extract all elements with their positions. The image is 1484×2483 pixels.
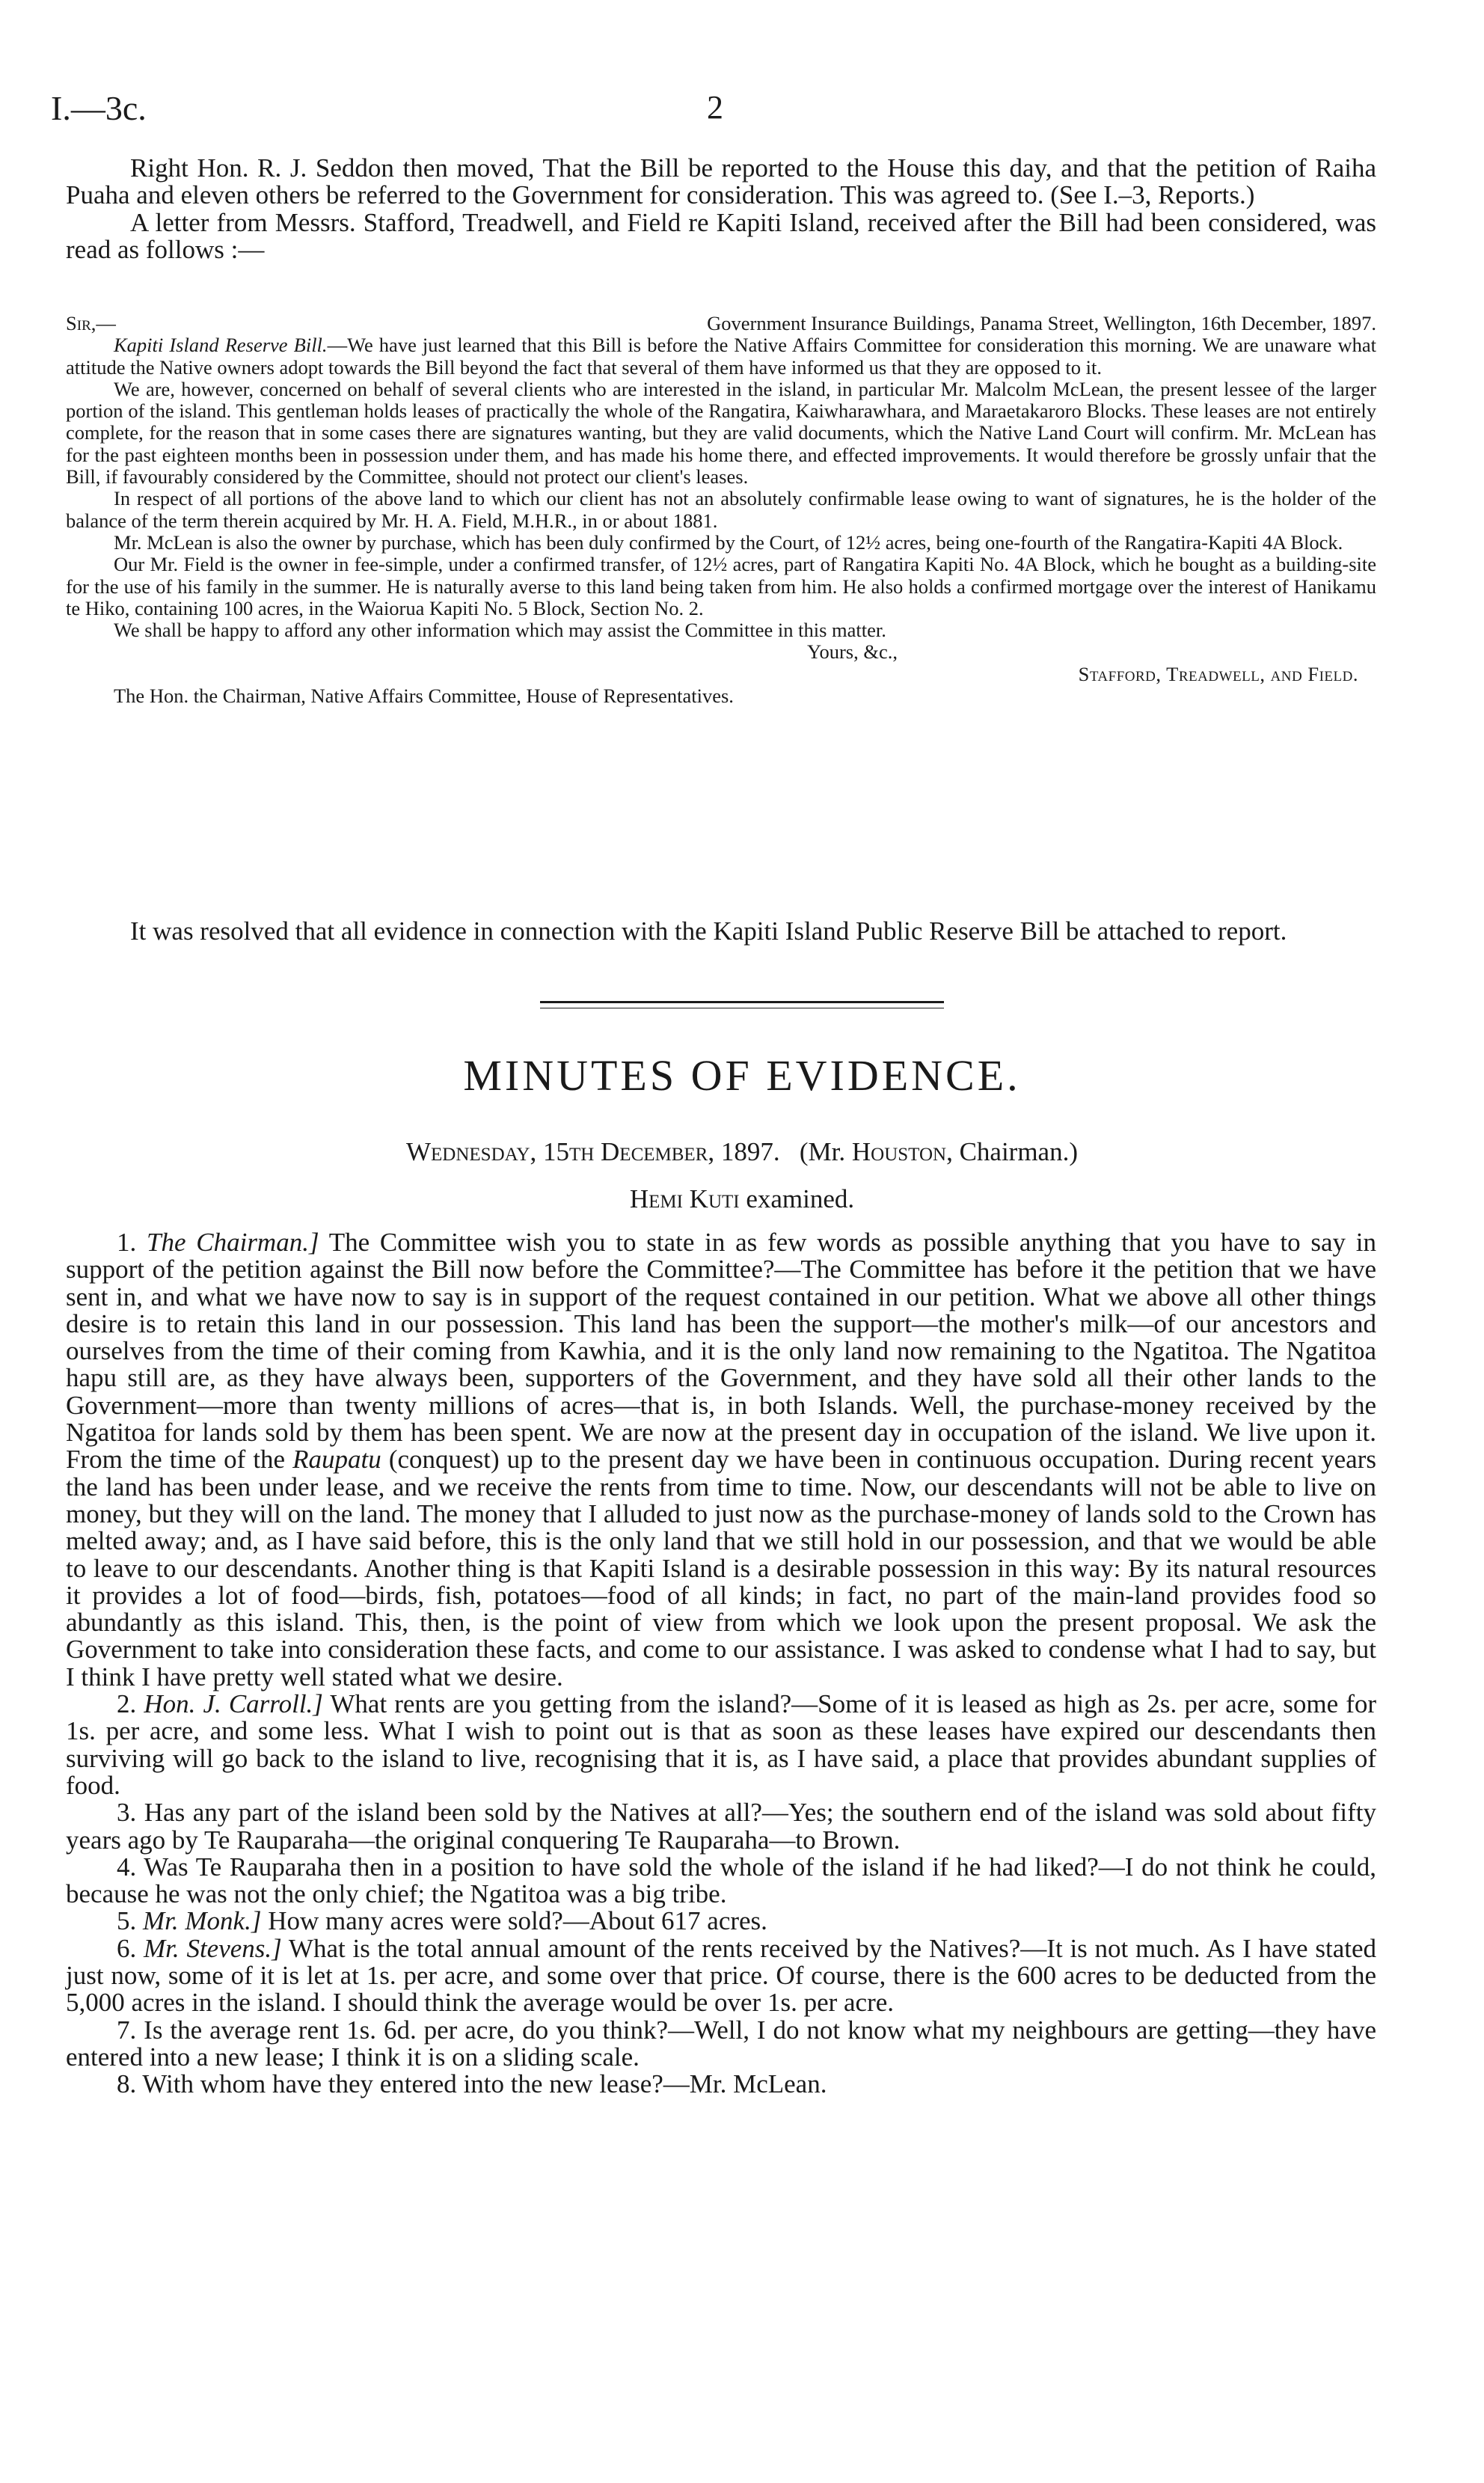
letter-subject: Kapiti Island Reserve Bill. [114, 334, 328, 357]
speaker: Mr. Stevens.] [144, 1933, 282, 1963]
entry-text: The Committee wish you to state in as few words as possible anything that you have to say in support of the petition against the Bill now before the Committee?—The Committee has before it the petition that we have sent in, and what we have now to say is in support of the request contained in our petition. What we above all other things desire is to retain this land in our possession. This land has been the support—the mother's milk—of our ancestors and ourselves from the time of their coming from Kawhia, and it is the only land now remaining to the Ngatitoa. The Ngatitoa hapu still are, as they have always been, supporters of the Government, and they have sold all their other lands to the Government—more than twenty millions of acres—that is, in both Islands. Well, the purchase-money received by the Ngatitoa for lands sold by them has been spent. We are now at the present day in occupation of the island. We live upon it. From the time of the [66, 1228, 1377, 1475]
question-number: 7. [117, 2015, 137, 2045]
section-divider [540, 1001, 944, 1003]
question-number: 4. [117, 1852, 137, 1882]
session-heading [0, 1137, 1484, 1167]
intro-paragraph: Right Hon. R. J. Seddon then moved, That the Bill be reported to the House this day, and that the petition of Raiha Puaha and eleven others be referred to the Government for consideration. This was agreed to. (See I.–3, Reports.) [66, 153, 1376, 210]
evidence-entry [66, 1854, 1376, 1908]
chair-name: Houston [851, 1137, 947, 1166]
resolution-paragraph: It was resolved that all evidence in connection with the Kapiti Island Public Reserve Bill be attached to report. [130, 916, 1287, 946]
witness-suffix: examined. [739, 1184, 855, 1213]
entry-text: Is the average rent 1s. 6d. per acre, do you think?—Well, I do not know what my neighbours are getting—they have entered into a new lease; I think it is on a sliding scale. [66, 2015, 1376, 2072]
speaker: The Chairman.] [147, 1228, 319, 1257]
letter-closing: Yours, &c., [807, 640, 898, 664]
letter-paragraph [66, 334, 1376, 379]
letter-paragraph: We shall be happy to afford any other information which may assist the Committee in this matter. [114, 619, 886, 642]
letter-heading [66, 313, 1376, 334]
chair-prefix: (Mr. [799, 1137, 852, 1166]
intro-section [66, 155, 1376, 264]
resolution-section [66, 918, 1376, 945]
question-number: 5. [117, 1906, 137, 1936]
letter-salutation: Sir,— [66, 312, 116, 334]
entry-text: Was Te Rauparaha then in a position to have sold the whole of the island if he had liked?—I do not think he could, because he was not the only chief; the Ngatitoa was a big tribe. [66, 1852, 1376, 1909]
letter-paragraph: In respect of all portions of the above land to which our client has not an absolutely confirmable lease owing to want of signatures, he is the holder of the balance of the term therein acquired by Mr. H. A. Field, M.H.R., in or about 1881. [66, 487, 1376, 532]
question-number: 6. [117, 1933, 137, 1963]
entry-text: With whom have they entered into the new lease?—Mr. McLean. [136, 2069, 827, 2099]
entry-text: Has any part of the island been sold by the Natives at all?—Yes; the southern end of the island was sold about fifty years ago by Te Rauparaha—the original conquering Te Rauparaha—to Brown. [66, 1798, 1376, 1855]
entry-text: (conquest) up to the present day we have been in continuous occupation. During recent years the land has been under lease, and we receive the rents from time to time. Now, our descendants will not be able to live on money, but they will on the land. The money that I alluded to just now as the purchase-money of lands sold to the Crown has melted away; and, as I have said before, this is the only land that we still hold in our possession, and that we would be able to leave to our descendants. Another thing is that Kapiti Island is a desirable possession in this way: By its natural resources it provides a lot of food—birds, fish, potatoes—food of all kinds; in fact, no part of the main-land provides food so abundantly as this island. This, then, is the point of view from which we look upon the present proposal. We ask the Government to take into consideration these facts, and come to our assistance. I was asked to condense what I had to say, but I think I have pretty well stated what we desire. [66, 1445, 1376, 1691]
maori-term: Raupatu [292, 1445, 381, 1475]
minutes-title: MINUTES OF EVIDENCE. [463, 1051, 1021, 1100]
question-number: 8. [117, 2069, 137, 2099]
letter-paragraph: Our Mr. Field is the owner in fee-simple, under a confirmed transfer, of 12½ acres, part of Rangatira Kapiti No. 4A Block, which he bought as a building-site for the use of his family in the summer. He is naturally averse to this land being taken from him. He also holds a confirmed mortgage over the interest of Hanikamu te Hiko, containing 100 acres, in the Waiorua Kapiti No. 5 Block, Section No. 2. [66, 553, 1376, 619]
letter-address: Government Insurance Buildings, Panama Street, Wellington, 16th December, 1897. [707, 312, 1376, 334]
evidence-entry [66, 2017, 1376, 2072]
session-date: Wednesday, 15th December, 1897. [405, 1137, 780, 1166]
entry-text: What rents are you getting from the island?—Some of it is leased as high as 2s. per acre, some for 1s. per acre, and some less. What I wish to point out is that as soon as these leases have expired our descendants then surviving will go back to the island to live, recognising that it is, as I have said, a place that provides abundant supplies of food. [66, 1689, 1376, 1800]
letter-signature: Stafford, Treadwell, and Field. [1078, 662, 1358, 685]
evidence-entry [66, 1799, 1376, 1854]
question-number: 3. [117, 1798, 137, 1828]
evidence-section [66, 1229, 1376, 2098]
evidence-entry [66, 1935, 1376, 2017]
question-number: 1. [117, 1228, 137, 1257]
evidence-entry [66, 1229, 1376, 1691]
chair-suffix: , Chairman.) [946, 1137, 1079, 1166]
letter [66, 313, 1376, 707]
letter-addressee: The Hon. the Chairman, Native Affairs Committee, House of Representatives. [114, 685, 734, 708]
page-number: 2 [707, 89, 723, 126]
evidence-entry [66, 1691, 1376, 1799]
intro-paragraph: A letter from Messrs. Stafford, Treadwell, and Field re Kapiti Island, received after the Bill had been considered, was read as follows :— [66, 207, 1376, 265]
speaker: Mr. Monk.] [143, 1906, 262, 1936]
speaker: Hon. J. Carroll.] [144, 1689, 323, 1719]
letter-paragraph-text: —We have just learned that this Bill is before the Native Affairs Committee for consideration this morning. We are unaware what attitude the Native owners adopt towards the Bill beyond the fact that several of them have informed us that they are opposed to it. [66, 334, 1377, 379]
question-number: 2. [117, 1689, 137, 1719]
letter-paragraph: We are, however, concerned on behalf of several clients who are interested in the island, in particular Mr. Malcolm McLean, the present lessee of the larger portion of the island. This gentleman holds leases of practically the whole of the Rangatira, Kaiwharawhara, and Maraetakaroro Blocks. These leases are not entirely complete, for the reason that in some cases there are signatures wanting, but they are valid documents, which the Native Land Court will confirm. Mr. McLean has for the past eighteen months been in possession under them, and has made his home there, and effected improvements. It would therefore be grossly unfair that the Bill, if favourably considered by the Committee, should not protect our client's leases. [66, 377, 1376, 489]
witness-name: Hemi Kuti [629, 1184, 740, 1213]
evidence-entry [66, 2071, 1376, 2098]
evidence-entry [66, 1908, 1376, 1935]
entry-text: What is the total annual amount of the rents received by the Natives?—It is not much. As I have stated just now, some of it is let at 1s. per acre, and some over that price. Of course, there is the 600 acres to be deducted from the 5,000 acres in the island. I should think the average would be over 1s. per acre. [66, 1933, 1377, 2018]
letter-paragraph: Mr. McLean is also the owner by purchase, which has been duly confirmed by the Court, of 12½ acres, being one-fourth of the Rangatira-Kapiti 4A Block. [114, 530, 1343, 554]
witness-heading [0, 1184, 1484, 1214]
entry-text: How many acres were sold?—About 617 acres. [261, 1906, 767, 1936]
paper-reference: I.—3c. [51, 89, 147, 127]
